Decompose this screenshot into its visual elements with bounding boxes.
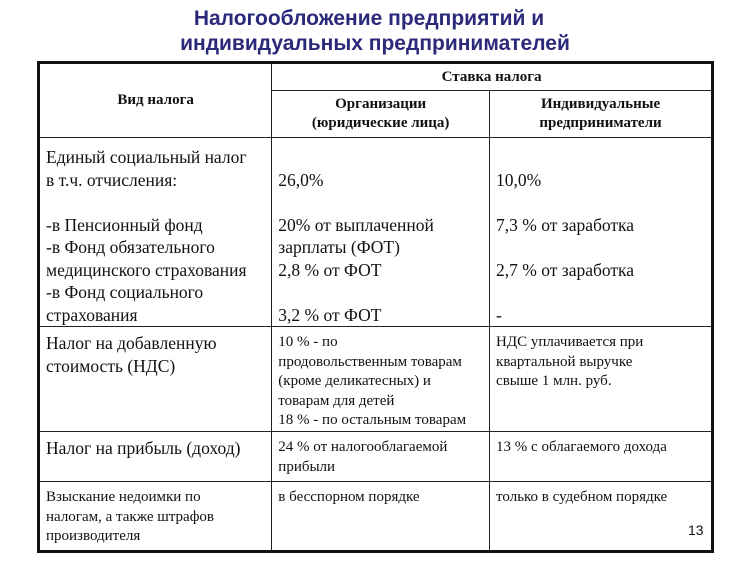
text-line: 18 % - по остальным товарам [278,412,467,428]
text-line: 7,3 % от заработка [496,214,635,235]
text-line: Взыскание недоимки по [46,489,201,505]
spacer [278,146,483,169]
text-line: налогам, а также штрафов [46,508,215,525]
cell-organizations-rate [272,327,490,432]
header-organizations-line-2: (юридические лица) [311,115,450,131]
cell-individuals-rate [490,327,713,432]
spacer [278,191,483,214]
header-individuals-line-1: Индивидуальные [540,96,661,112]
spacer [496,281,705,304]
text-line: только в судебном порядке [496,489,668,505]
spacer [278,281,483,304]
text-line: 2,7 % от заработка [496,259,635,280]
text-line: страхования [46,304,138,325]
text-line: 20% от выплаченной [278,214,434,235]
text-line: квартальной выручке [496,353,633,370]
header-individuals [490,91,713,138]
table-row-profit-tax [39,432,713,482]
cell-individuals-rate [490,432,713,482]
text-line: прибыли [278,458,336,475]
text-line: в бесспорном порядке [278,489,420,505]
text-line: 26,0% [278,169,324,190]
text-line: стоимость (НДС) [46,355,176,376]
slide-title [0,6,750,56]
cell-tax-type [39,138,272,327]
spacer [46,191,265,214]
text-line: 24 % от налогооблагаемой [278,439,448,455]
cell-tax-type [39,432,272,482]
text-line: 10,0% [496,169,542,190]
cell-tax-type [39,327,272,432]
text-line: 3,2 % от ФОТ [278,304,382,325]
text-line: -в Фонд обязательного [46,237,215,257]
text-line: зарплаты (ФОТ) [278,237,400,257]
spacer [496,146,705,169]
text-line: -в Пенсионный фонд [46,214,203,235]
header-tax-type: Вид налога [39,63,272,138]
slide-title-line-2: индивидуальных предпринимателей [180,32,570,55]
text-line: свыше 1 млн. руб. [496,373,612,389]
slide-title-line-1: Налогообложение предприятий и [193,7,545,30]
cell-tax-type [39,482,272,552]
text-line: товарам для детей [278,392,395,409]
tax-rates-table [37,61,714,553]
text-line: -в Фонд социального [46,282,204,302]
text-line: НДС уплачивается при [496,334,644,350]
page-number: 13 [688,522,704,538]
header-organizations-line-1: Организации [335,96,427,112]
cell-individuals-rate [490,138,713,327]
text-line: Единый социальный налог [46,147,247,167]
header-individuals-line-2: предприниматели [539,115,662,131]
text-line: продовольственным товарам [278,353,462,370]
cell-organizations-rate [272,482,490,552]
header-tax-rate: Ставка налога [272,63,713,91]
text-line: в т.ч. отчисления: [46,169,178,190]
text-line: 13 % с облагаемого дохода [496,439,667,455]
cell-organizations-rate [272,432,490,482]
spacer [496,191,705,214]
spacer [496,236,705,259]
text-line: (кроме деликатесных) и [278,373,431,389]
text-line: Налог на прибыль (доход) [46,438,241,458]
table-row-vat [39,327,713,432]
table-row-unified-social-tax [39,138,713,327]
cell-individuals-rate [490,482,713,552]
text-line: медицинского страхования [46,259,247,280]
cell-organizations-rate [272,138,490,327]
text-line: производителя [46,528,141,544]
table-header-row [39,63,713,91]
header-organizations [272,91,490,138]
table-row-arrears-collection [39,482,713,552]
text-line: 2,8 % от ФОТ [278,259,382,280]
text-line: Налог на добавленную [46,333,217,353]
text-line: - [496,304,502,325]
text-line: 10 % - по [278,334,338,350]
